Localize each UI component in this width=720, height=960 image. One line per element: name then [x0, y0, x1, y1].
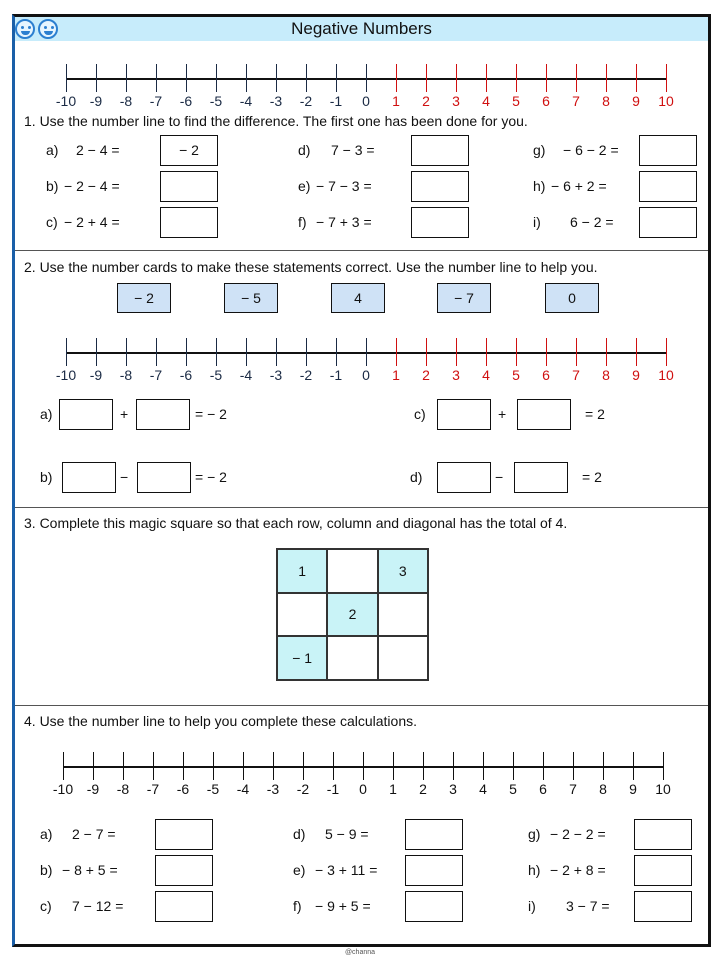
question-expression: 2 − 4 = [76, 142, 120, 158]
equation-label: b) [40, 469, 53, 485]
tick-mark [363, 752, 364, 780]
tick-label: 10 [658, 93, 674, 109]
section1-instruction: 1. Use the number line to find the difference. The first one has been done for you. [24, 113, 528, 129]
tick-label: -8 [116, 781, 130, 797]
answer-box[interactable] [160, 171, 218, 202]
tick-label: -7 [149, 367, 163, 383]
tick-mark [306, 338, 307, 366]
card-slot[interactable] [517, 399, 571, 430]
tick-label: -10 [55, 367, 77, 383]
tick-mark [546, 64, 547, 92]
tick-label: 6 [539, 781, 547, 797]
tick-label: 5 [509, 781, 517, 797]
answer-box[interactable] [405, 855, 463, 886]
tick-mark [276, 338, 277, 366]
divider [15, 250, 708, 251]
magic-square-given-cell: 2 [327, 593, 377, 637]
tick-mark [573, 752, 574, 780]
tick-label: 0 [362, 93, 370, 109]
question-label: h) [528, 862, 541, 878]
tick-label: -6 [179, 367, 193, 383]
tick-mark [483, 752, 484, 780]
tick-mark [216, 64, 217, 92]
question-label: c) [40, 898, 52, 914]
number-card[interactable]: 4 [331, 283, 385, 313]
section2-instruction: 2. Use the number cards to make these statements correct. Use the number line to help you. [24, 259, 598, 275]
tick-mark [546, 338, 547, 366]
question-expression: 2 − 7 = [72, 826, 116, 842]
tick-mark [126, 64, 127, 92]
tick-mark [96, 338, 97, 366]
question-expression: − 6 + 2 = [551, 178, 607, 194]
tick-mark [543, 752, 544, 780]
equation-result: = − 2 [195, 469, 227, 485]
tick-mark [333, 752, 334, 780]
section3-instruction: 3. Complete this magic square so that each row, column and diagonal has the total of 4. [24, 515, 568, 531]
question-expression: − 7 − 3 = [316, 178, 372, 194]
tick-mark [606, 338, 607, 366]
tick-mark [636, 64, 637, 92]
tick-mark [96, 64, 97, 92]
magic-square-given-cell: − 1 [277, 636, 327, 680]
tick-label: -3 [269, 93, 283, 109]
card-slot[interactable] [514, 462, 568, 493]
magic-square-given-cell: 3 [378, 549, 428, 593]
tick-label: 2 [422, 93, 430, 109]
tick-mark [306, 64, 307, 92]
answer-box[interactable] [411, 207, 469, 238]
tick-label: 5 [512, 367, 520, 383]
tick-label: -5 [209, 367, 223, 383]
tick-label: 3 [449, 781, 457, 797]
tick-label: 1 [392, 93, 400, 109]
question-label: e) [293, 862, 306, 878]
tick-mark [126, 338, 127, 366]
page-title: Negative Numbers [291, 19, 432, 38]
tick-label: -9 [89, 367, 103, 383]
number-card[interactable]: 0 [545, 283, 599, 313]
question-expression: − 3 + 11 = [315, 862, 378, 878]
tick-mark [216, 338, 217, 366]
tick-mark [123, 752, 124, 780]
tick-label: 3 [452, 367, 460, 383]
tick-mark [486, 338, 487, 366]
equation-label: a) [40, 406, 53, 422]
card-slot[interactable] [59, 399, 113, 430]
tick-mark [426, 64, 427, 92]
question-label: i) [528, 898, 536, 914]
question-expression: − 2 − 4 = [64, 178, 120, 194]
tick-mark [366, 64, 367, 92]
tick-label: 2 [422, 367, 430, 383]
question-expression: − 2 + 8 = [550, 862, 606, 878]
tick-mark [603, 752, 604, 780]
tick-label: 4 [479, 781, 487, 797]
tick-mark [423, 752, 424, 780]
question-expression: 3 − 7 = [566, 898, 610, 914]
equation-result: = 2 [582, 469, 602, 485]
tick-label: -2 [299, 93, 313, 109]
tick-mark [666, 338, 667, 366]
tick-label: 9 [629, 781, 637, 797]
question-expression: 5 − 9 = [325, 826, 369, 842]
answer-box[interactable]: − 2 [160, 135, 218, 166]
answer-box[interactable] [411, 171, 469, 202]
card-slot[interactable] [62, 462, 116, 493]
tick-mark [366, 338, 367, 366]
tick-mark [276, 64, 277, 92]
tick-label: -8 [119, 93, 133, 109]
tick-label: -5 [206, 781, 220, 797]
question-label: d) [298, 142, 311, 158]
tick-mark [213, 752, 214, 780]
tick-mark [456, 64, 457, 92]
answer-box[interactable] [155, 891, 213, 922]
magic-square [276, 548, 429, 681]
tick-label: 8 [602, 367, 610, 383]
tick-mark [516, 338, 517, 366]
section4-instruction: 4. Use the number line to help you complete these calculations. [24, 713, 418, 729]
tick-mark [186, 338, 187, 366]
question-label: e) [298, 178, 311, 194]
answer-box[interactable] [634, 891, 692, 922]
question-label: a) [46, 142, 59, 158]
tick-mark [606, 64, 607, 92]
magic-square-empty-cell[interactable] [378, 636, 428, 680]
tick-label: 4 [482, 93, 490, 109]
tick-label: -6 [179, 93, 193, 109]
answer-box[interactable] [155, 819, 213, 850]
tick-label: 6 [542, 367, 550, 383]
tick-label: 0 [359, 781, 367, 797]
tick-label: -7 [146, 781, 160, 797]
tick-label: -6 [176, 781, 190, 797]
tick-mark [633, 752, 634, 780]
answer-box[interactable] [639, 135, 697, 166]
tick-mark [336, 64, 337, 92]
credit: @channa [344, 949, 376, 956]
question-label: g) [528, 826, 541, 842]
question-label: c) [46, 214, 58, 230]
equation-label: d) [410, 469, 423, 485]
tick-mark [186, 64, 187, 92]
question-label: a) [40, 826, 53, 842]
tick-label: 10 [655, 781, 671, 797]
tick-label: -1 [326, 781, 340, 797]
magic-square-empty-cell[interactable] [277, 593, 327, 637]
equation-label: c) [414, 406, 426, 422]
tick-label: -9 [86, 781, 100, 797]
question-expression: − 2 + 4 = [64, 214, 120, 230]
question-expression: − 6 − 2 = [563, 142, 619, 158]
tick-mark [246, 64, 247, 92]
tick-label: -4 [239, 93, 253, 109]
question-label: g) [533, 142, 546, 158]
question-expression: − 8 + 5 = [62, 862, 118, 878]
tick-label: 8 [599, 781, 607, 797]
tick-label: 7 [572, 93, 580, 109]
answer-box[interactable] [639, 207, 697, 238]
tick-label: -10 [52, 781, 74, 797]
question-label: f) [293, 898, 302, 914]
operator: − [120, 469, 129, 485]
question-label: d) [293, 826, 306, 842]
tick-mark [66, 338, 67, 366]
tick-label: 10 [658, 367, 674, 383]
tick-label: -8 [119, 367, 133, 383]
card-slot[interactable] [437, 399, 491, 430]
tick-mark [273, 752, 274, 780]
tick-mark [66, 64, 67, 92]
question-expression: 7 − 12 = [72, 898, 124, 914]
tick-mark [456, 338, 457, 366]
divider [15, 705, 708, 706]
operator: + [120, 406, 129, 422]
tick-mark [246, 338, 247, 366]
number-card[interactable]: − 5 [224, 283, 278, 313]
tick-label: -3 [269, 367, 283, 383]
magic-square-empty-cell[interactable] [327, 636, 377, 680]
tick-mark [243, 752, 244, 780]
tick-label: 3 [452, 93, 460, 109]
question-label: i) [533, 214, 541, 230]
tick-label: -10 [55, 93, 77, 109]
tick-mark [63, 752, 64, 780]
tick-mark [396, 338, 397, 366]
tick-mark [156, 64, 157, 92]
card-slot[interactable] [136, 399, 190, 430]
tick-mark [666, 64, 667, 92]
equation-result: = − 2 [195, 406, 227, 422]
tick-mark [516, 64, 517, 92]
tick-mark [486, 64, 487, 92]
tick-mark [336, 338, 337, 366]
tick-label: 1 [392, 367, 400, 383]
question-label: b) [46, 178, 59, 194]
question-expression: − 2 − 2 = [550, 826, 606, 842]
tick-label: -7 [149, 93, 163, 109]
answer-box[interactable] [634, 819, 692, 850]
tick-label: 2 [419, 781, 427, 797]
tick-mark [576, 64, 577, 92]
tick-label: 1 [389, 781, 397, 797]
answer-box[interactable] [634, 855, 692, 886]
tick-mark [453, 752, 454, 780]
tick-label: -9 [89, 93, 103, 109]
tick-label: 8 [602, 93, 610, 109]
tick-mark [303, 752, 304, 780]
tick-mark [153, 752, 154, 780]
tick-mark [576, 338, 577, 366]
tick-mark [396, 64, 397, 92]
tick-label: 7 [569, 781, 577, 797]
answer-box[interactable] [160, 207, 218, 238]
magic-square-empty-cell[interactable] [378, 593, 428, 637]
answer-box[interactable] [155, 855, 213, 886]
tick-mark [93, 752, 94, 780]
question-expression: − 7 + 3 = [316, 214, 372, 230]
tick-mark [513, 752, 514, 780]
equation-result: = 2 [585, 406, 605, 422]
tick-label: -5 [209, 93, 223, 109]
card-slot[interactable] [137, 462, 191, 493]
number-card[interactable]: − 2 [117, 283, 171, 313]
tick-mark [636, 338, 637, 366]
number-card[interactable]: − 7 [437, 283, 491, 313]
answer-box[interactable] [405, 891, 463, 922]
answer-box[interactable] [405, 819, 463, 850]
question-label: f) [298, 214, 307, 230]
question-label: h) [533, 178, 546, 194]
tick-label: 9 [632, 367, 640, 383]
operator: + [498, 406, 507, 422]
answer-box[interactable] [411, 135, 469, 166]
question-expression: 6 − 2 = [570, 214, 614, 230]
tick-label: -4 [239, 367, 253, 383]
question-expression: 7 − 3 = [331, 142, 375, 158]
tick-mark [183, 752, 184, 780]
tick-mark [393, 752, 394, 780]
tick-label: -2 [299, 367, 313, 383]
tick-label: -1 [329, 367, 343, 383]
tick-label: 7 [572, 367, 580, 383]
operator: − [495, 469, 504, 485]
card-slot[interactable] [437, 462, 491, 493]
tick-label: -4 [236, 781, 250, 797]
question-expression: − 9 + 5 = [315, 898, 371, 914]
tick-mark [156, 338, 157, 366]
tick-label: 6 [542, 93, 550, 109]
question-label: b) [40, 862, 53, 878]
magic-square-given-cell: 1 [277, 549, 327, 593]
tick-label: 9 [632, 93, 640, 109]
tick-mark [663, 752, 664, 780]
magic-square-empty-cell[interactable] [327, 549, 377, 593]
tick-label: -3 [266, 781, 280, 797]
divider [15, 507, 708, 508]
tick-label: -1 [329, 93, 343, 109]
tick-label: 0 [362, 367, 370, 383]
tick-label: -2 [296, 781, 310, 797]
tick-label: 4 [482, 367, 490, 383]
tick-label: 5 [512, 93, 520, 109]
answer-box[interactable] [639, 171, 697, 202]
tick-mark [426, 338, 427, 366]
